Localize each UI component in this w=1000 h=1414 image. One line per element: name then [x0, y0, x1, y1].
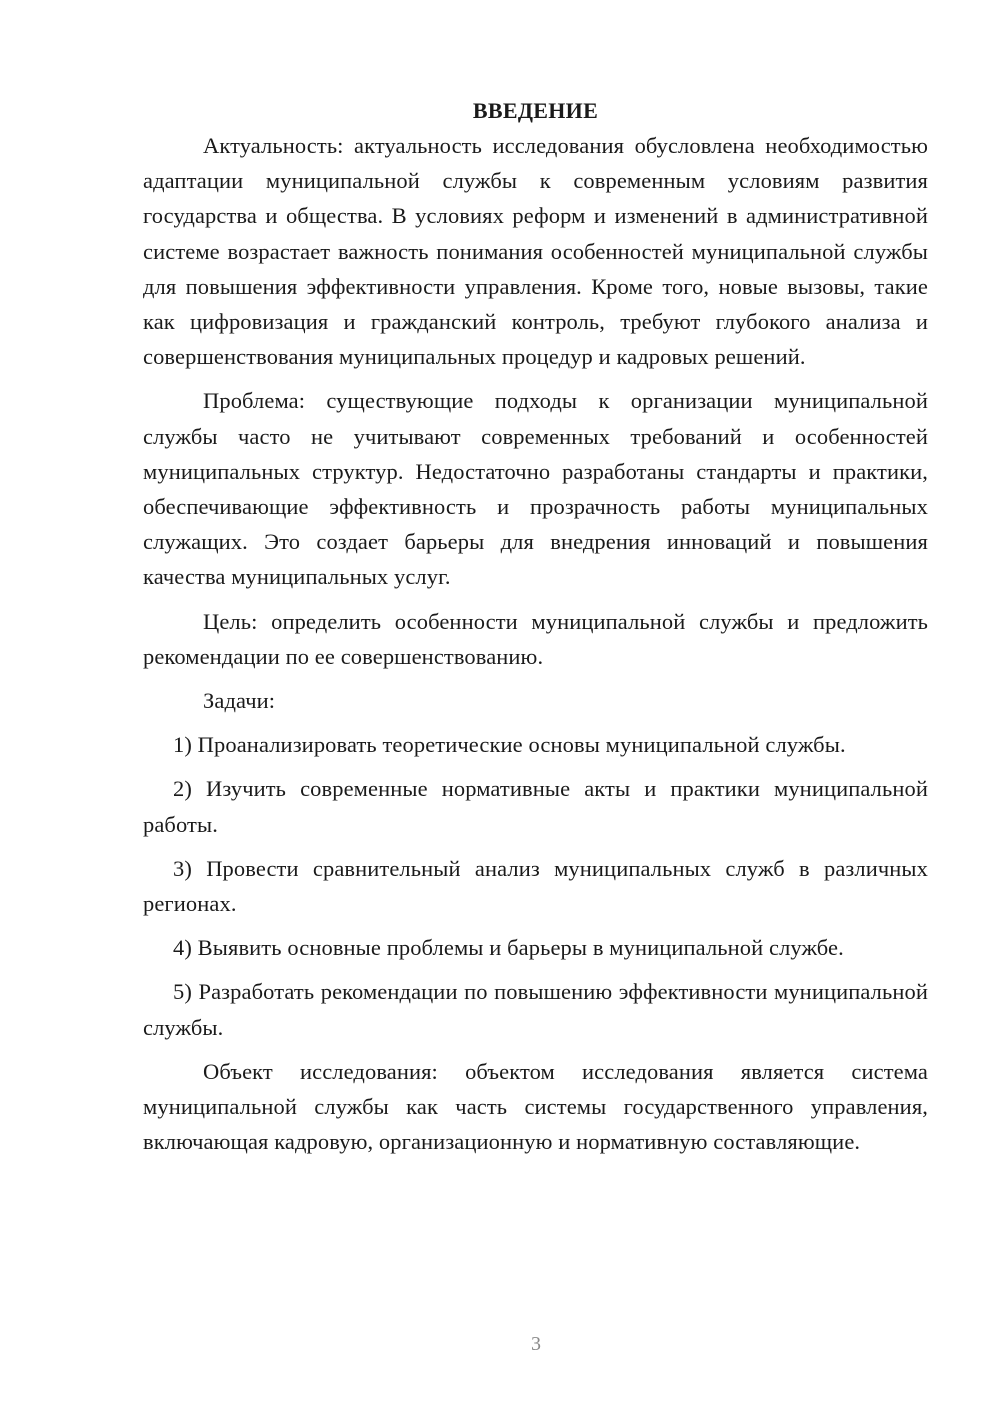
task-item-4: 4) Выявить основные проблемы и барьеры в муниципальной службе.: [173, 935, 844, 961]
page-content: [143, 94, 928, 1168]
task-item-3: 3) Провести сравнительный анализ муниципальных служб в различных регионах.: [143, 855, 928, 917]
goal-paragraph: Цель: определить особенности муниципальной службы и предложить рекомендации по ее совершенствованию.: [143, 608, 928, 669]
page-number: 3: [531, 1333, 541, 1355]
task-item-5: 5) Разработать рекомендации по повышению эффективности муниципальной службы.: [143, 979, 928, 1040]
problem-paragraph: Проблема: существующие подходы к организации муниципальной службы часто не учитывают современных требований и особенностей муниципальных структур. Недостаточно разработаны стандарты и практики, обеспечивающие эффективность и прозрачность работы муниципальных служащих. Это создает барьеры для внедрения инноваций и повышения качества муниципальных услуг.: [143, 388, 928, 590]
task-item-2: 2) Изучить современные нормативные акты и практики муниципальной работы.: [143, 776, 928, 837]
object-paragraph: Объект исследования: объектом исследования является система муниципальной службы как часть системы государственного управления, включающая кадровую, организационную и нормативную составляющие.: [143, 1058, 928, 1155]
relevance-paragraph: Актуальность: актуальность исследования обусловлена необходимостью адаптации муниципальной службы к современным условиям развития государства и общества. В условиях реформ и изменений в административной системе возрастает важность понимания особенностей муниципальной службы для повышения эффективности управления. Кроме того, новые вызовы, такие как цифровизация и гражданский контроль, требуют глубокого анализа и совершенствования муниципальных процедур и кадровых решений.: [143, 133, 928, 370]
task-item-1: 1) Проанализировать теоретические основы муниципальной службы.: [173, 732, 846, 758]
tasks-label: Задачи:: [203, 688, 276, 714]
section-heading: ВВЕДЕНИЕ: [472, 98, 599, 123]
